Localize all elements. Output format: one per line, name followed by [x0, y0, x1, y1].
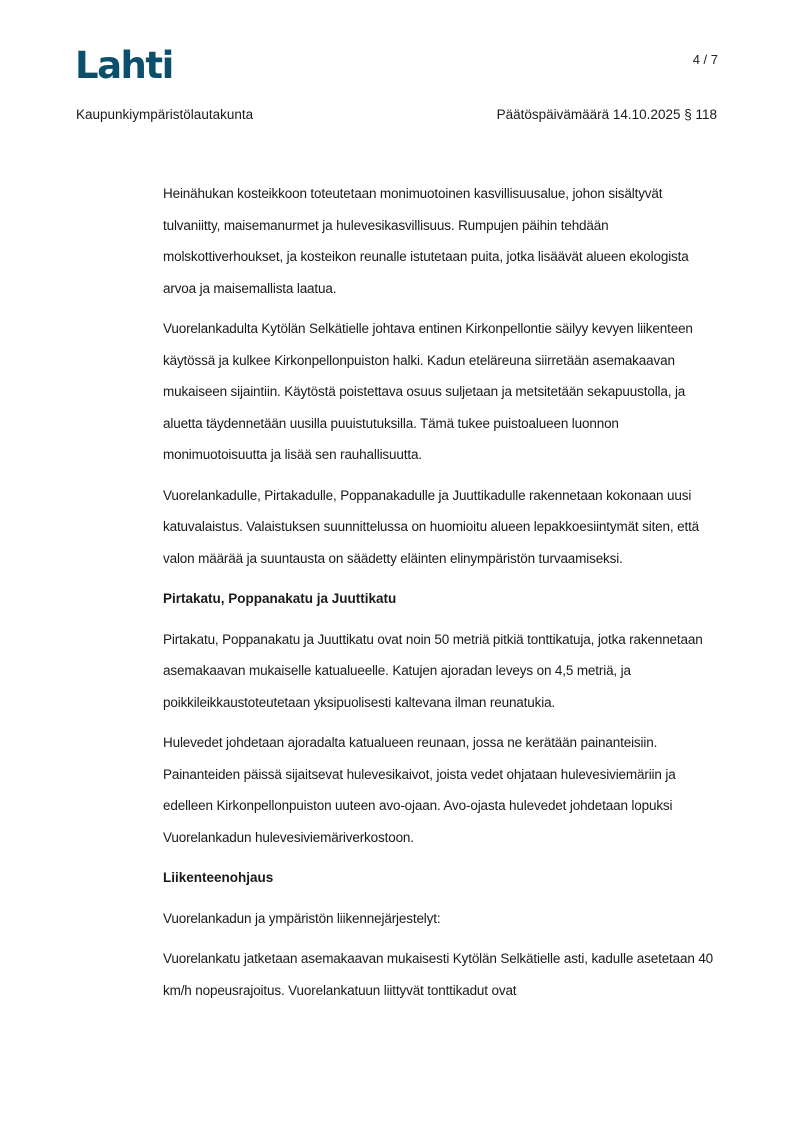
decision-date-section: Päätöspäivämäärä 14.10.2025 § 118	[496, 107, 717, 122]
paragraph-street-dimensions: Pirtakatu, Poppanakatu ja Juuttikatu ovat noin 50 metriä pitkiä tonttikatuja, jotka rakennetaan asemakaavan mukaiselle katualueelle. Katujen ajoradan leveys on 4,5 metriä, ja poikkileikkaustoteutetaan yksipuolisesti kaltevana ilman reunatukia.	[163, 631, 703, 710]
paragraph-wetland-vegetation: Heinähukan kosteikkoon toteutetaan monimuotoinen kasvillisuusalue, johon sisältyvät tulvaniitty, maisemanurmet ja hulevesikasvillisuus. Rumpujen päihin tehdään molskottiverhoukset, ja kosteikon reunalle istutetaan puita, jotka lisäävät alueen ekologista arvoa ja maisemallista laatua.	[163, 186, 689, 296]
lahti-logo: Lahti	[75, 44, 173, 87]
paragraph-street-lighting: Vuorelankadulle, Pirtakadulle, Poppanakadulle ja Juuttikadulle rakennetaan kokonaan uusi katuvalaistus. Valaistuksen suunnittelussa on huomioitu alueen lepakkoesiintymät siten, että valon määrää ja suuntausta on säädetty eläinten elinympäristön turvaamiseksi.	[163, 487, 700, 566]
paragraph-stormwater: Hulevedet johdetaan ajoradalta katualueen reunaan, jossa ne kerätään painanteisiin. Painanteiden päissä sijaitsevat hulevesikaivot, joista vedet ohjataan hulevesiviemäriin ja edelleen Kirkonpellonpuiston uuteen avo-ojaan. Avo-ojasta hulevedet johdetaan lopuksi Vuorelankadun hulevesiviemäriverkostoon.	[163, 735, 676, 845]
organization-name: Kaupunkiympäristölautakunta	[76, 107, 254, 122]
paragraph-kirkonpellontie: Vuorelankadulta Kytölän Selkätielle johtava entinen Kirkonpellontie säilyy kevyen liikenteen käytössä ja kulkee Kirkonpellonpuiston halki. Kadun eteläreuna siirretään asemakaavan mukaiseen sijaintiin. Käytöstä poistettava osuus suljetaan ja metsitetään sekapuustolla, ja aluetta täydennetään uusilla puuistutuksilla. Tämä tukee puistoalueen luonnon monimuotoisuutta ja lisää sen rauhallisuutta.	[163, 321, 693, 462]
page-number: 4 / 7	[692, 52, 718, 67]
paragraph-traffic-intro: Vuorelankadun ja ympäristön liikennejärjestelyt:	[163, 910, 441, 926]
section-heading-streets: Pirtakatu, Poppanakatu ja Juuttikatu	[163, 591, 397, 606]
document-body	[163, 178, 723, 1015]
paragraph-vuorelankatu-extension: Vuorelankatu jatketaan asemakaavan mukaisesti Kytölän Selkätielle asti, kadulle asetetaan 40 km/h nopeusrajoitus. Vuorelankatuun liittyvät tonttikadut ovat	[163, 951, 714, 998]
section-heading-traffic-control: Liikenteenohjaus	[163, 870, 274, 885]
